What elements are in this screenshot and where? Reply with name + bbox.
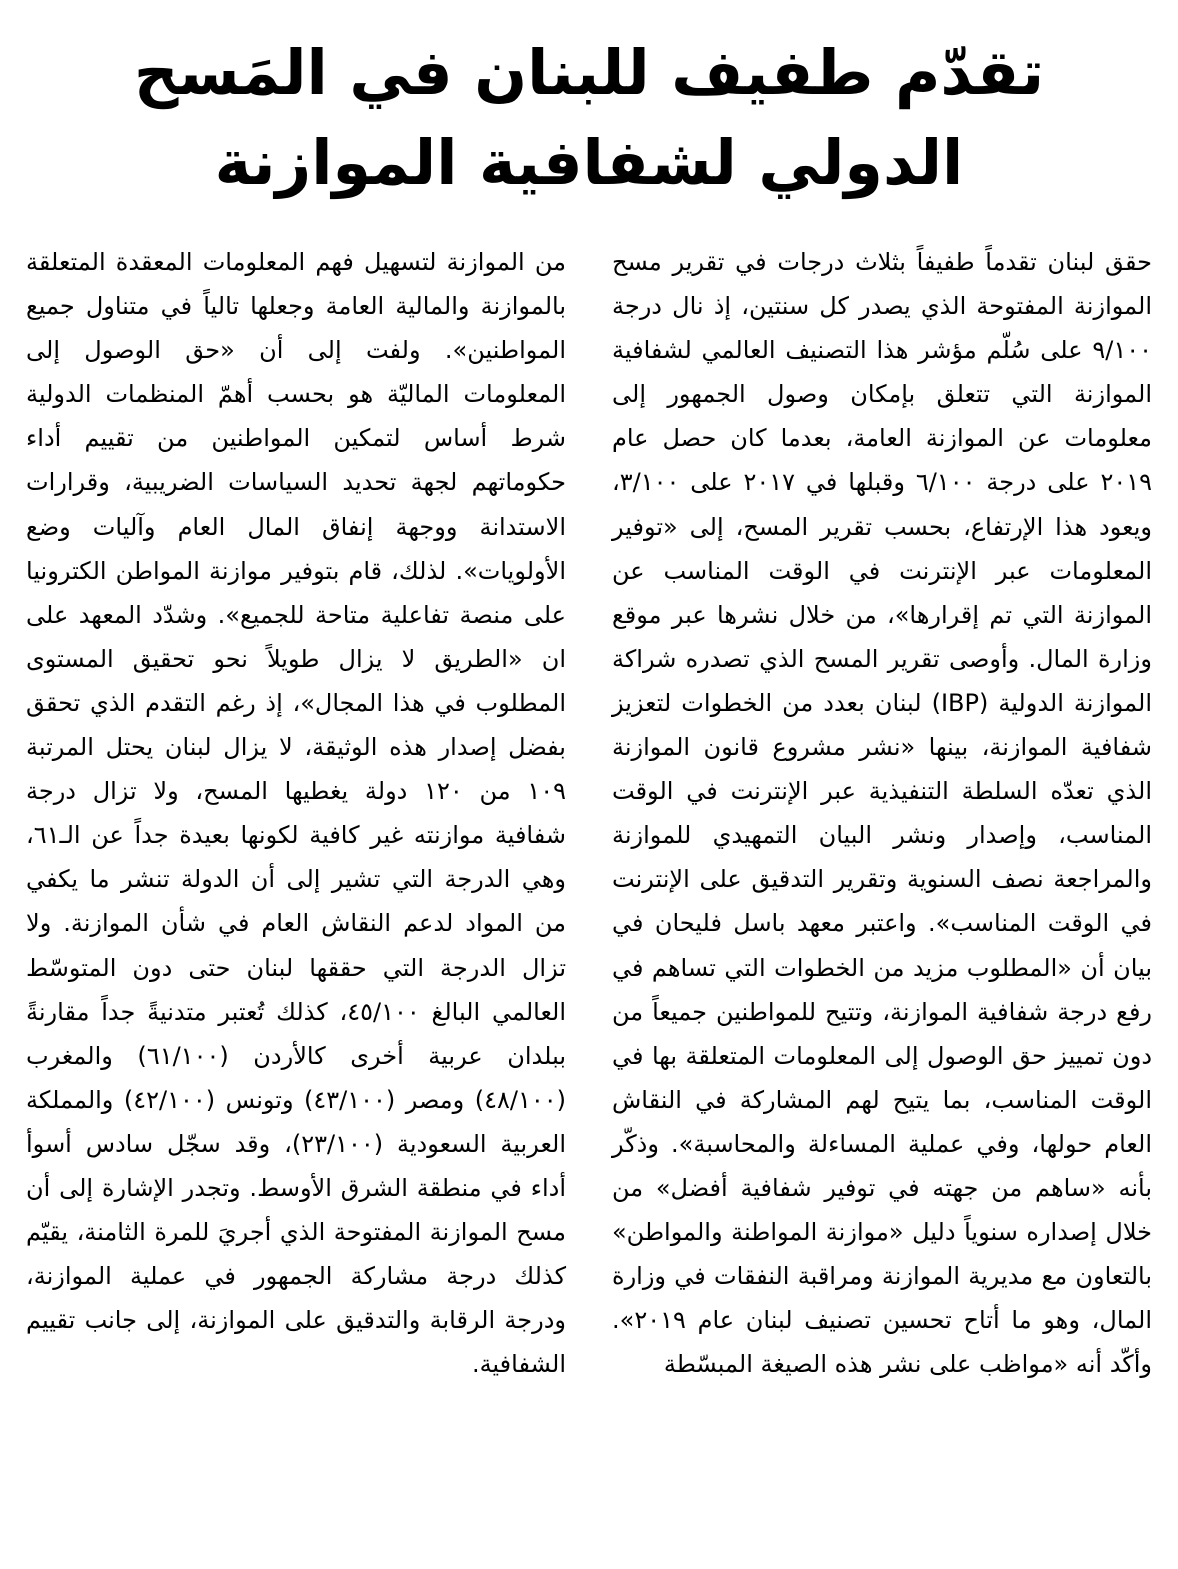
headline-line-1: تقدّم طفيف للبنان في المَسح: [133, 36, 1045, 109]
column-left: [26, 240, 566, 1386]
headline-line-2: الدولي لشفافية الموازنة: [214, 126, 964, 199]
column-right-text: حقق لبنان تقدماً طفيفاً بثلاث درجات في تقرير مسح الموازنة المفتوحة الذي يصدر كل سنتين، إذ نال درجة ٩/١٠٠ على سُلّم مؤشر هذا التصنيف العالمي لشفافية الموازنة التي تتعلق بإمكان وصول الجمهور إلى معلومات عن الموازنة العامة، بعدما كان حصل عام ٢٠١٩ على درجة ٦/١٠٠ وقبلها في ٢٠١٧ على ٣/١٠٠، ويعود هذا الإرتفاع، بحسب تقرير المسح، إلى «توفير المعلومات عبر الإنترنت في الوقت المناسب عن الموازنة التي تم إقرارها»، من خلال نشرها عبر موقع وزارة المال. وأوصى تقرير المسح الذي تصدره شراكة الموازنة الدولية (IBP) لبنان بعدد من الخطوات لتعزيز شفافية الموازنة، بينها «نشر مشروع قانون الموازنة الذي تعدّه السلطة التنفيذية عبر الإنترنت في الوقت المناسب، وإصدار ونشر البيان التمهيدي للموازنة والمراجعة نصف السنوية وتقرير التدقيق على الإنترنت في الوقت المناسب». واعتبر معهد باسل فليحان في بيان أن «المطلوب مزيد من الخطوات التي تساهم في رفع درجة شفافية الموازنة، وتتيح للمواطنين جميعاً من دون تمييز حق الوصول إلى المعلومات المتعلقة بها في الوقت المناسب، بما يتيح لهم المشاركة في النقاش العام حولها، وفي عملية المساءلة والمحاسبة». وذكّر بأنه «ساهم من جهته في توفير شفافية أفضل» من خلال إصداره سنوياً دليل «موازنة المواطنة والمواطن» بالتعاون مع مديرية الموازنة ومراقبة النفقات في وزارة المال، وهو ما أتاح تحسين تصنيف لبنان عام ٢٠١٩». وأكّد أنه «مواظب على نشر هذه الصيغة المبسّطة: [612, 248, 1152, 1379]
column-right: [612, 240, 1152, 1386]
article-columns: [26, 240, 1152, 1386]
column-left-text: من الموازنة لتسهيل فهم المعلومات المعقدة المتعلقة بالموازنة والمالية العامة وجعلها تالياً في متناول جميع المواطنين». ولفت إلى أن «حق الوصول إلى المعلومات الماليّة هو بحسب أهمّ المنظمات الدولية شرط أساس لتمكين المواطنين من تقييم أداء حكوماتهم لجهة تحديد السياسات الضريبية، وقرارات الاستدانة ووجهة إنفاق المال العام وآليات وضع الأولويات». لذلك، قام بتوفير موازنة المواطن الكترونيا على منصة تفاعلية متاحة للجميع». وشدّد المعهد على ان «الطريق لا يزال طويلاً نحو تحقيق المستوى المطلوب في هذا المجال»، إذ رغم التقدم الذي تحقق بفضل إصدار هذه الوثيقة، لا يزال لبنان يحتل المرتبة ١٠٩ من ١٢٠ دولة يغطيها المسح، ولا تزال درجة شفافية موازنته غير كافية لكونها بعيدة جداً عن الـ٦١، وهي الدرجة التي تشير إلى أن الدولة تنشر ما يكفي من المواد لدعم النقاش العام في شأن الموازنة. ولا تزال الدرجة التي حققها لبنان حتى دون المتوسّط العالمي البالغ ٤٥/١٠٠، كذلك تُعتبر متدنيةً جداً مقارنةً ببلدان عربية أخرى كالأردن (٦١/١٠٠) والمغرب (٤٨/١٠٠) ومصر (٤٣/١٠٠) وتونس (٤٢/١٠٠) والمملكة العربية السعودية (٢٣/١٠٠)، وقد سجّل سادس أسوأ أداء في منطقة الشرق الأوسط. وتجدر الإشارة إلى أن مسح الموازنة المفتوحة الذي أجريَ للمرة الثامنة، يقيّم كذلك درجة مشاركة الجمهور في عملية الموازنة، ودرجة الرقابة والتدقيق على الموازنة، إلى جانب تقييم الشفافية.: [26, 248, 567, 1379]
headline: [26, 28, 1152, 208]
